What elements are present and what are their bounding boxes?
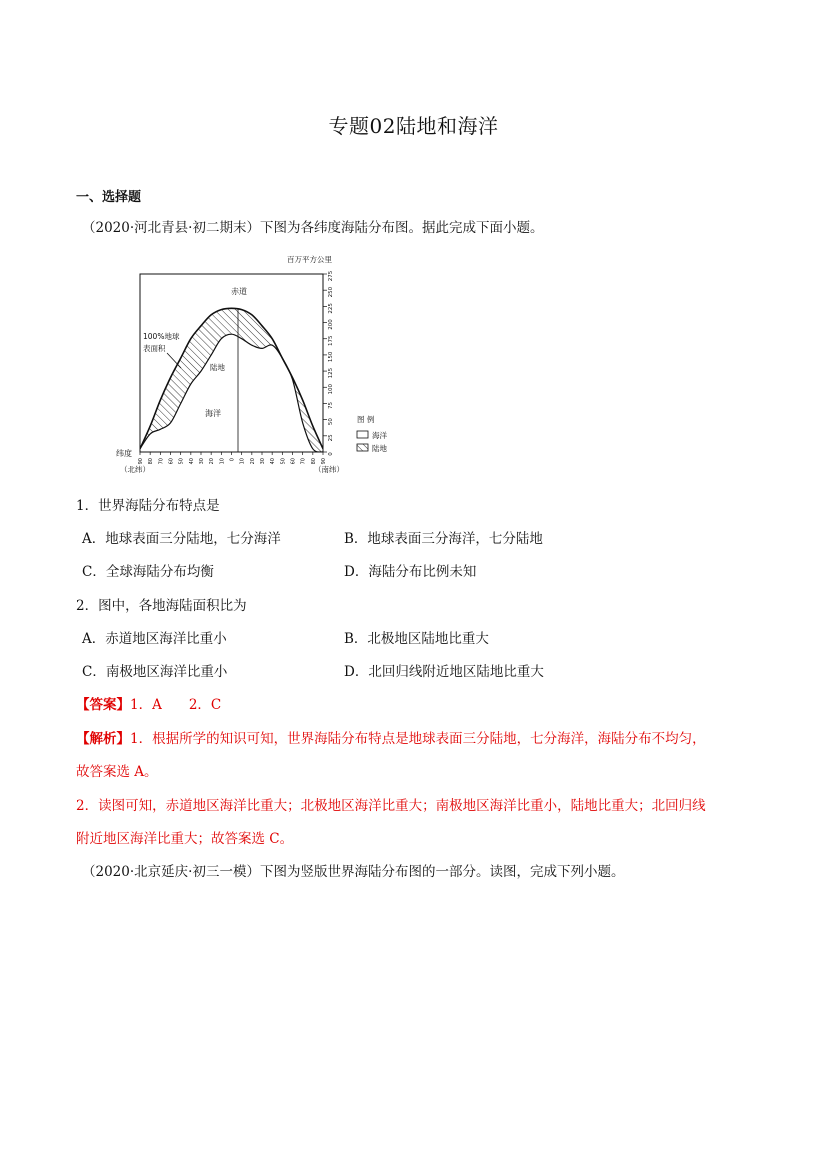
section-heading: 一、选择题 <box>76 190 142 205</box>
latitude-label: 纬度 <box>116 449 132 458</box>
x-tick-label: 40 <box>188 458 195 465</box>
y-tick-label: 175 <box>328 335 334 346</box>
analysis-tag: 【解析】 <box>76 731 130 747</box>
x-tick-label: 10 <box>219 458 226 465</box>
analysis-line-3: 2．读图可知，赤道地区海洋比重大；北极地区海洋比重大；南极地区海洋比重小，陆地比重大；北回归线 <box>76 798 706 814</box>
north-latitude-label: （北纬） <box>120 465 150 474</box>
page-title: 专题02陆地和海洋 <box>328 114 499 138</box>
x-tick-label: 30 <box>260 458 266 465</box>
answer-tag: 【答案】 <box>76 697 130 713</box>
land-label: 陆地 <box>210 363 225 372</box>
q1-option-c: C．全球海陆分布均衡 <box>82 564 214 580</box>
south-latitude-label: （南纬） <box>314 465 344 474</box>
equator-label: 赤道 <box>231 287 247 296</box>
x-tick-label: 10 <box>239 458 246 465</box>
analysis-line-4: 附近地区海洋比重大；故答案选 C。 <box>76 831 294 847</box>
land-area <box>140 308 323 452</box>
y-tick-label: 125 <box>328 367 334 379</box>
y-tick-label: 200 <box>328 319 334 330</box>
q2-option-b: B．北极地区陆地比重大 <box>344 631 489 647</box>
x-tick-label: 60 <box>168 458 175 465</box>
total-surface-label-1: 100%地球 <box>143 332 180 341</box>
question-intro-2: （2020·北京延庆·初三一模）下图为竖版世界海陆分布图的一部分。读图，完成下列小题。 <box>82 864 625 880</box>
y-tick-label: 50 <box>328 418 334 426</box>
x-tick-label: 0 <box>229 458 236 462</box>
y-axis-ticks <box>323 270 334 455</box>
analysis-text-1: 1．根据所学的知识可知，世界海陆分布特点是地球表面三分陆地，七分海洋，海陆分布不均匀， <box>130 731 706 747</box>
x-tick-label: 90 <box>138 458 144 465</box>
x-tick-label: 60 <box>290 458 297 465</box>
x-tick-label: 50 <box>280 458 287 465</box>
y-tick-label: 275 <box>328 270 334 282</box>
x-tick-label: 70 <box>158 458 165 465</box>
x-tick-label: 50 <box>178 458 185 465</box>
x-tick-label: 90 <box>321 458 327 465</box>
x-tick-label: 70 <box>300 458 307 465</box>
question-intro-1: （2020·河北青县·初二期末）下图为各纬度海陆分布图。据此完成下面小题。 <box>82 220 544 236</box>
x-tick-label: 30 <box>199 458 205 465</box>
x-tick-label: 20 <box>209 458 216 465</box>
y-tick-label: 100 <box>328 384 334 395</box>
total-surface-label-2: 表面积 <box>143 344 166 353</box>
q2-option-a: A．赤道地区海洋比重小 <box>82 631 227 647</box>
y-tick-label: 25 <box>328 434 334 442</box>
x-tick-label: 40 <box>270 458 277 465</box>
q1-option-d: D．海陆分布比例未知 <box>344 564 477 580</box>
legend-ocean-label: 海洋 <box>372 431 387 440</box>
unit-label: 百万平方公里 <box>287 255 332 264</box>
analysis-line-2: 故答案选 A。 <box>76 764 158 780</box>
answer-text: 1．A 2．C <box>130 697 222 713</box>
legend-title: 图 例 <box>357 415 375 424</box>
q1-stem: 1．世界海陆分布特点是 <box>76 498 220 514</box>
ocean-label: 海洋 <box>205 409 221 418</box>
analysis-line-1 <box>76 727 706 747</box>
x-tick-label: 80 <box>310 458 317 465</box>
legend <box>357 414 387 453</box>
y-tick-label: 250 <box>328 286 334 298</box>
legend-land-swatch <box>357 444 368 451</box>
y-tick-label: 225 <box>328 303 334 314</box>
x-axis-ticks <box>138 452 327 464</box>
legend-ocean-swatch <box>357 431 368 438</box>
y-tick-label: 75 <box>328 401 334 409</box>
q1-option-a: A．地球表面三分陆地，七分海洋 <box>82 531 281 547</box>
q1-option-b: B．地球表面三分海洋，七分陆地 <box>344 531 543 547</box>
answer-line <box>76 693 221 713</box>
x-tick-label: 80 <box>148 458 155 465</box>
q2-option-d: D．北回归线附近地区陆地比重大 <box>344 664 544 680</box>
land-ocean-latitude-chart <box>112 250 412 482</box>
q2-option-c: C．南极地区海洋比重小 <box>82 664 228 680</box>
x-tick-label: 20 <box>249 458 256 465</box>
legend-land-label: 陆地 <box>372 444 387 453</box>
y-tick-label: 150 <box>328 351 334 363</box>
y-tick-label: 0 <box>328 452 334 456</box>
q2-stem: 2．图中，各地海陆面积比为 <box>76 598 247 614</box>
